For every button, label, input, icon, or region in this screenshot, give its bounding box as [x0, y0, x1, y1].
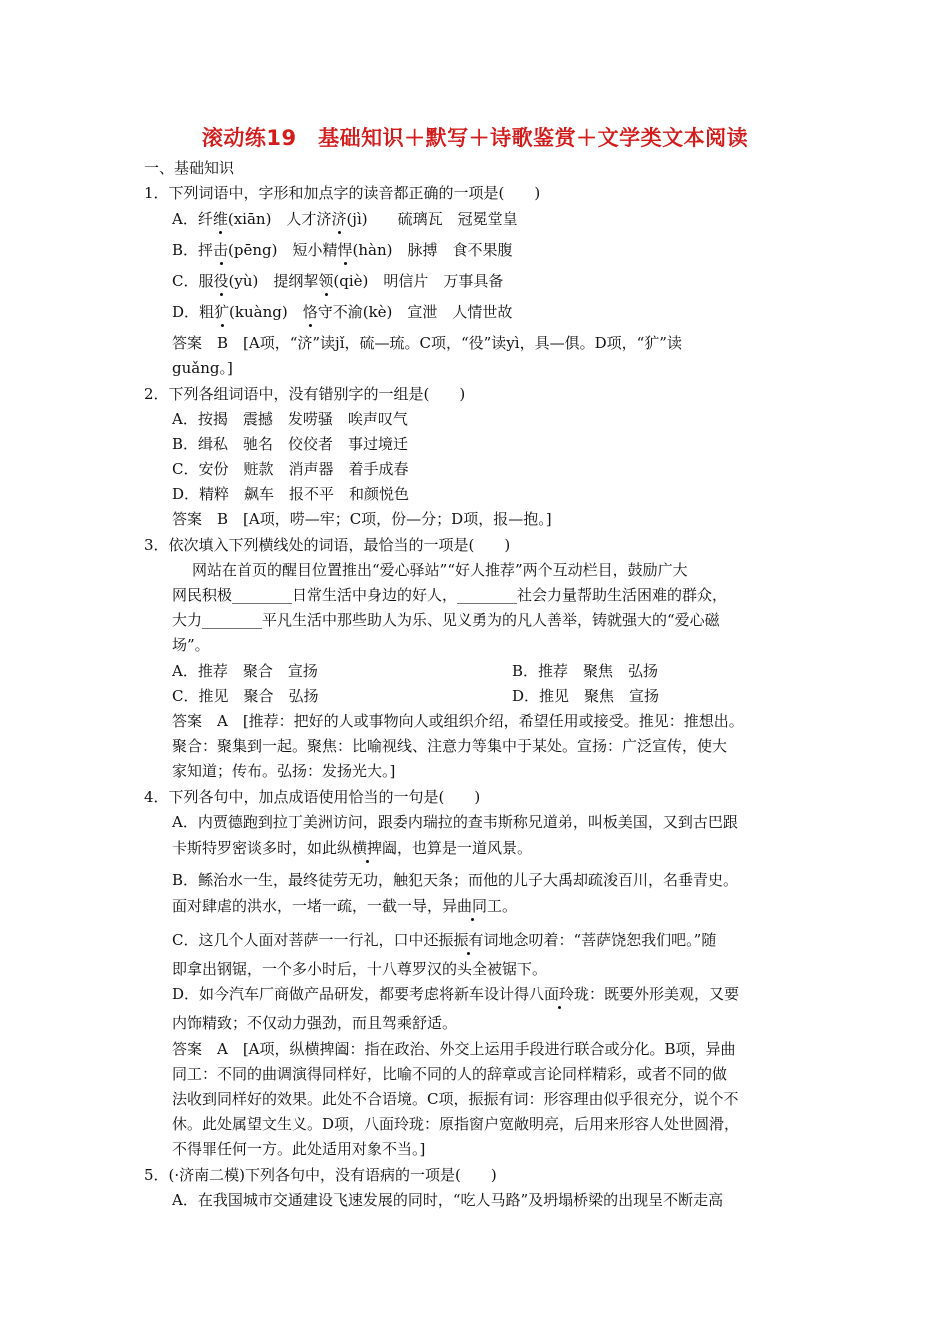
dotted-char: 役 [213, 272, 229, 290]
question-4-option-a: A．内贾德跑到拉丁美洲访问，跟委内瑞拉的查韦斯称兄道弟，叫板美国，又到古巴跟 [172, 813, 738, 831]
page-title: 滚动练19 基础知识＋默写＋诗歌鉴赏＋文学类文本阅读 [201, 126, 749, 150]
text: ，也算是一道风景。 [397, 839, 533, 857]
dotted-idiom: 振振有词 [438, 931, 499, 949]
question-1-option-d [172, 302, 512, 322]
question-4-stem: 4．下列各句中，加点成语使用恰当的一句是( ) [144, 788, 481, 806]
question-2-option-b: B．缉私 驰名 佼佼者 事过境迁 [172, 435, 409, 453]
text: (hàn) 脉搏 食不果腹 [352, 241, 513, 259]
dotted-idiom: 纵横捭阖 [337, 839, 398, 857]
dotted-idiom: 八面玲珑 [529, 985, 590, 1003]
question-3-answer-cont: 家知道；传布。弘扬：发扬光大。] [172, 762, 396, 780]
question-3-stem: 3．依次填入下列横线处的词语，最恰当的一项是( ) [144, 536, 511, 554]
question-5-option-a: A．在我国城市交通建设飞速发展的同时，“吃人马路”及坍塌桥梁的出现呈不断走高 [172, 1191, 724, 1209]
dotted-char: 悍 [337, 241, 353, 259]
text: (xiān) 人才济 [227, 210, 332, 228]
text: 卡斯特罗密谈多时，如此 [172, 839, 338, 857]
dotted-char: 维 [212, 210, 228, 228]
question-2-option-d: D．精粹 飙车 报不平 和颜悦色 [172, 485, 410, 503]
question-4-answer-cont: 法收到同样好的效果。此处不合语境。C项，振振有词：形容理由似乎很充分，说个不 [172, 1090, 739, 1108]
question-3-option-d: D．推见 聚焦 宣扬 [512, 687, 660, 705]
section-heading: 一、基础知识 [144, 159, 235, 177]
question-1-option-a [172, 209, 518, 229]
text: 面对肆虐的洪水，一堵一疏，一截一导， [172, 897, 443, 915]
text: 守不渝(kè) 宣泄 人情世故 [317, 303, 513, 321]
question-2-option-c: C．安份 赃款 消声器 着手成春 [172, 460, 409, 478]
dotted-char: 领 [318, 272, 334, 290]
question-1-stem: 1．下列词语中，字形和加点字的读音都正确的一项是( ) [144, 184, 541, 202]
text: (kuàng) [229, 303, 303, 321]
question-4-option-d [172, 984, 739, 1004]
question-2-option-a: A．按揭 震撼 发唠骚 唉声叹气 [172, 410, 408, 428]
dotted-idiom: 异曲同工 [442, 897, 503, 915]
text: 地念叨着：“菩萨饶恕我们吧。”随 [498, 931, 717, 949]
question-3-passage: 网站在首页的醒目位置推出“爱心驿站”“好人推荐”两个互动栏目，鼓励广大 [192, 561, 688, 579]
question-4-answer-cont: 不得罪任何一方。此处适用对象不当。] [172, 1140, 426, 1158]
text: 。 [502, 897, 518, 915]
text: ：既要外形美观，又要 [589, 985, 740, 1003]
text: B．抨 [172, 241, 214, 259]
question-4-option-d-cont: 内饰精致；不仅动力强劲，而且驾乘舒适。 [172, 1014, 458, 1032]
dotted-char: 恪 [302, 303, 318, 321]
question-1-answer-cont: guǎng。] [172, 359, 233, 377]
question-1-answer: 答案 B [A项，“济”读jǐ，硫—琉。C项，“役”读yì，具—俱。D项，“犷”读 [172, 334, 682, 352]
question-4-option-b: B．鲧治水一生，最终徒劳无功，触犯天条；而他的儿子大禹却疏浚百川，名垂青史。 [172, 871, 739, 889]
question-3-option-c: C．推见 聚合 弘扬 [172, 687, 319, 705]
question-4-option-c [172, 930, 716, 950]
question-2-stem: 2．下列各组词语中，没有错别字的一组是( ) [144, 385, 466, 403]
question-4-answer: 答案 A [A项，纵横捭阖：指在政治、外交上运用手段进行联合或分化。B项，异曲 [172, 1040, 736, 1058]
text: D．粗 [172, 303, 215, 321]
question-5-stem: 5．(·济南二模)下列各句中，没有语病的一项是( ) [144, 1166, 497, 1184]
text: D．如今汽车厂商做产品研发，都要考虑将新车设计得 [172, 985, 530, 1003]
question-3-answer: 答案 A [推荐：把好的人或事物向人或组织介绍，希望任用或接受。推见：推想出。 [172, 712, 744, 730]
question-4-answer-cont: 休。此处属望文生义。D项，八面玲珑：原指窗户宽敞明亮，后用来形容人处世圆滑， [172, 1115, 740, 1133]
question-4-option-a-cont [172, 838, 532, 858]
question-3-passage: 网民积极________日常生活中身边的好人，________社会力量帮助生活困难的群众， [172, 586, 728, 604]
question-3-passage: 大力________平凡生活中那些助人为乐、见义勇为的凡人善举，铸就强大的“爱心磁 [172, 611, 720, 629]
text: (qiè) 明信片 万事具备 [333, 272, 504, 290]
dotted-char: 击 [213, 241, 229, 259]
text: C．服 [172, 272, 214, 290]
question-4-option-c-cont: 即拿出钢锯，一个多小时后，十八尊罗汉的头全被锯下。 [172, 960, 548, 978]
text: (pēng) 短小精 [228, 241, 338, 259]
question-4-option-b-cont [172, 896, 517, 916]
question-3-option-a: A．推荐 聚合 宣扬 [172, 662, 318, 680]
question-4-answer-cont: 同工：不同的曲调演得同样好，比喻不同的人的辞章或言论同样精彩，或者不同的做 [172, 1065, 728, 1083]
text: C．这几个人面对菩萨一一行礼，口中还 [172, 931, 439, 949]
text: (yù) 提纲挈 [228, 272, 319, 290]
question-1-option-c [172, 271, 503, 291]
question-3-option-b: B．推荐 聚焦 弘扬 [512, 662, 659, 680]
dotted-char: 犷 [214, 303, 230, 321]
question-3-answer-cont: 聚合：聚集到一起。聚焦：比喻视线、注意力等集中于某处。宣扬：广泛宣传，使大 [172, 737, 728, 755]
text: (jì) 硫璃瓦 冠冕堂皇 [346, 210, 518, 228]
question-1-option-b [172, 240, 513, 260]
question-3-passage: 场”。 [172, 636, 210, 654]
question-2-answer: 答案 B [A项，唠—牢；C项，份—分；D项，报—抱。] [172, 510, 552, 528]
dotted-char: 济 [331, 210, 347, 228]
text: A．纤 [172, 210, 213, 228]
